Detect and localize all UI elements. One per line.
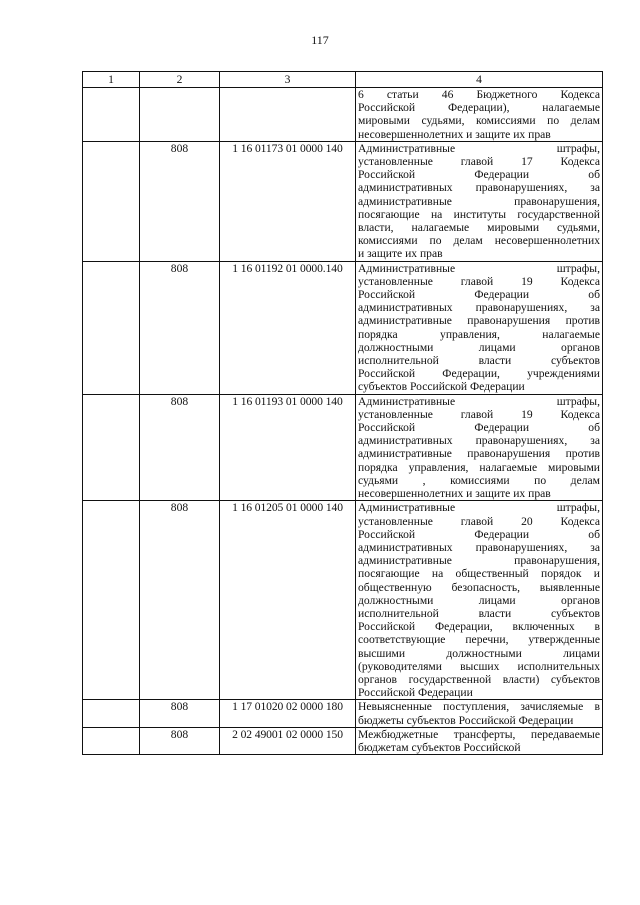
description-line: Российской Федерации об [358,288,600,302]
description-line: Административные штрафы, [358,394,600,408]
table-header-row [83,72,603,88]
description-line: административные правонарушения против [358,314,600,328]
row-number-cell [83,394,140,501]
description-line: установленные главой 17 Кодекса [358,155,600,169]
revenue-code-cell: 1 16 01193 01 0000 140 [220,394,356,501]
description-line: административные правонарушения против [358,447,600,461]
description-line: установленные главой 20 Кодекса [358,514,600,528]
page-number: 117 [311,33,329,47]
revenue-code-cell: 1 16 01192 01 0000.140 [220,261,356,394]
revenue-code-cell: 1 17 01020 02 0000 180 [220,700,356,727]
row-number-cell [83,141,140,261]
administrator-code-cell: 808 [140,501,220,700]
table-row [83,88,603,142]
description-line: административных правонарушениях, за [358,540,600,554]
revenue-description-cell [356,727,603,754]
description-line: несовершеннолетних и защите их прав [358,487,551,501]
description-line: Российской Федерации), налагаемые [358,101,600,115]
description-line: Российской Федерации об [358,168,600,182]
description-line: и защите их прав [358,247,443,261]
revenue-description-cell [356,88,603,142]
row-number-cell [83,727,140,754]
administrator-code-cell: 808 [140,394,220,501]
revenue-description-cell [356,261,603,394]
description-line: мировыми судьями, комиссиями по делам [358,114,600,128]
table-body [83,88,603,755]
description-line: порядка управления, налагаемые [358,327,600,341]
description-line: должностными лицами органов [358,340,600,354]
revenue-description-cell [356,501,603,700]
column-header-1: 1 [83,72,140,88]
description-line: общественную безопасность, выявленные [358,580,600,594]
description-line: посягающие на общественный порядок и [358,567,600,581]
description-line: органов государственной власти) субъектов [358,672,600,686]
description-line: несовершеннолетних и защите их прав [358,127,551,141]
row-number-cell [83,88,140,142]
revenue-code-cell: 1 16 01205 01 0000 140 [220,501,356,700]
description-line: судьями , комиссиями по делам [358,473,600,487]
column-header-3: 3 [220,72,356,88]
revenue-description-cell [356,394,603,501]
row-number-cell [83,700,140,727]
table-row [83,727,603,754]
description-line: Административные штрафы, [358,141,600,155]
description-line: исполнительной власти субъектов [358,606,600,620]
description-line: власти, налагаемые мировыми судьями, [358,221,600,235]
description-line: должностными лицами органов [358,593,600,607]
table-row [83,501,603,700]
description-line: Административные штрафы, [358,261,600,275]
revenue-code-cell [220,88,356,142]
description-line: исполнительной власти субъектов [358,354,600,368]
description-line: установленные главой 19 Кодекса [358,274,600,288]
table-row [83,700,603,727]
description-line: соответствующие перечни, утвержденные [358,633,600,647]
description-line: административные правонарушения, [358,554,600,568]
description-line: (руководителями высших исполнительных [358,659,600,673]
administrator-code-cell [140,88,220,142]
administrator-code-cell: 808 [140,727,220,754]
description-line: посягающие на институты государственной [358,207,600,221]
description-line: Невыясненные поступления, зачисляемые в [358,700,600,714]
administrator-code-cell: 808 [140,700,220,727]
administrator-code-cell: 808 [140,141,220,261]
row-number-cell [83,501,140,700]
table-row [83,261,603,394]
description-line: высшими должностными лицами [358,646,600,660]
description-line: административные правонарушения, [358,194,600,208]
description-line: административных правонарушениях, за [358,181,600,195]
column-header-2: 2 [140,72,220,88]
description-line: бюджеты субъектов Российской Федерации [358,713,574,727]
description-line: Российской Федерации об [358,527,600,541]
description-line: Административные штрафы, [358,501,600,515]
revenue-code-cell: 1 16 01173 01 0000 140 [220,141,356,261]
revenue-codes-table [82,71,603,755]
table-row [83,141,603,261]
description-line: бюджетам субъектов Российской [358,740,521,754]
description-line: Российской Федерации об [358,421,600,435]
description-line: комиссиями по делам несовершеннолетних [358,234,600,248]
description-line: Российской Федерации [358,686,473,700]
revenue-description-cell [356,700,603,727]
description-line: 6 статьи 46 Бюджетного Кодекса [358,88,600,101]
description-line: административных правонарушениях, за [358,434,600,448]
description-line: установленные главой 19 Кодекса [358,407,600,421]
administrator-code-cell: 808 [140,261,220,394]
column-header-4: 4 [356,72,603,88]
revenue-code-cell: 2 02 49001 02 0000 150 [220,727,356,754]
description-line: Межбюджетные трансферты, передаваемые [358,727,600,741]
description-line: Российской Федерации, учреждениями [358,367,600,381]
description-line: порядка управления, налагаемые мировыми [358,460,600,474]
table-row [83,394,603,501]
description-line: субъектов Российской Федерации [358,380,525,394]
row-number-cell [83,261,140,394]
description-line: Российской Федерации, включенных в [358,620,600,634]
description-line: административных правонарушениях, за [358,301,600,315]
revenue-description-cell [356,141,603,261]
